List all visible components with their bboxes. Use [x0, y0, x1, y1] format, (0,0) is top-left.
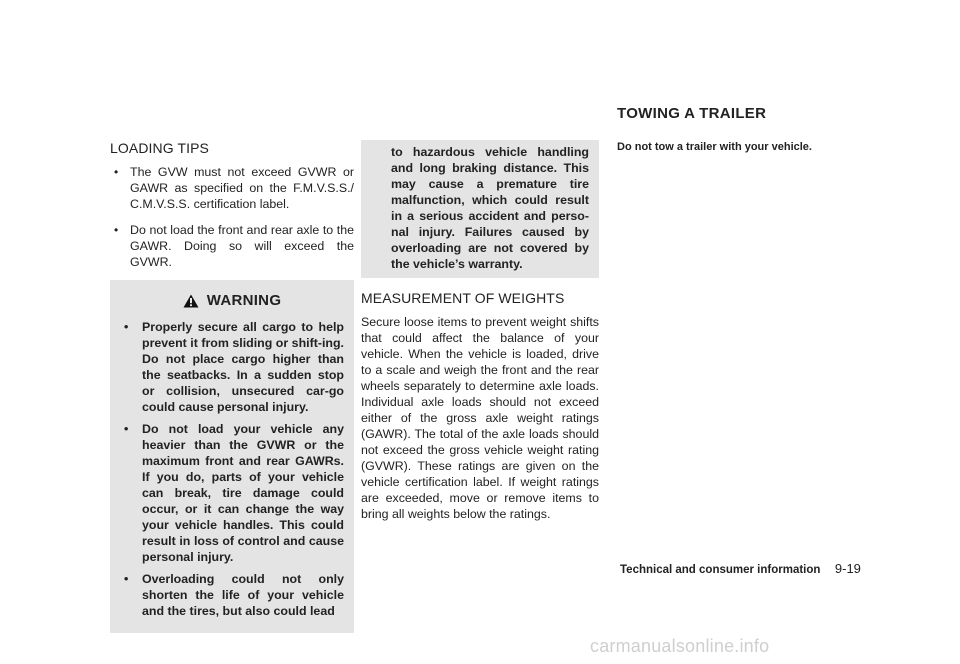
section-title-measurement: MEASUREMENT OF WEIGHTS	[361, 290, 565, 306]
column-2	[361, 140, 599, 522]
measurement-section	[361, 290, 599, 522]
measurement-paragraph: Secure loose items to prevent weight shifts that could affect the balance of your vehicle. When the vehicle is loaded, drive to a scale and weigh the front and the rear wheels separately to determine axle loads. Individual axle loads should not exceed either of the gross axle weight ratings (GAWR). The total of the axle loads should not exceed the gross vehicle weight rating (GVWR). These ratings are given on the vehicle certification label. If weight ratings are exceeded, move or remove items to bring all weights below the ratings.	[361, 315, 599, 521]
warning-label: WARNING	[206, 292, 282, 309]
section-title-loading-tips: LOADING TIPS	[110, 140, 209, 156]
column-3	[617, 140, 855, 155]
watermark: carmanualsonline.info	[590, 636, 770, 656]
warning-triangle-icon	[183, 294, 199, 308]
page-footer	[620, 560, 860, 578]
list-item: • Properly secure all cargo to help prevent it from sliding or shift-ing. Do not place cargo higher than the seatbacks. In a sudden stop or collision, unsecured car-go could cause personal injury.	[120, 319, 344, 415]
warning-list	[120, 319, 344, 619]
warning-header	[120, 292, 344, 309]
column-1	[110, 140, 354, 633]
page-number: 9-19	[834, 561, 861, 576]
footer-section-title: Technical and consumer information	[620, 564, 821, 576]
towing-text: Do not tow a trailer with your vehicle.	[617, 141, 812, 153]
list-item: • Do not load your vehicle any heavier than the GVWR or the maximum front and rear GAWRs. If you do, parts of your vehicle can break, tire damage could occur, or it can change the way your vehicle handles. This could result in loss of control and cause personal injury.	[120, 421, 344, 565]
warning-continuation: to hazardous vehicle handling and long braking distance. This may cause a premature tire malfunction, which could result in a serious accident and perso-nal injury. Failures caused by overloading are not covered by the vehicle’s warranty.	[361, 140, 599, 278]
warning-box	[110, 280, 354, 633]
list-item: • Overloading could not only shorten the life of your vehicle and the tires, but also could lead	[120, 571, 344, 619]
list-item: • Do not load the front and rear axle to the GAWR. Doing so will exceed the GVWR.	[110, 222, 354, 270]
loading-tips-list	[110, 164, 354, 270]
list-item: • The GVW must not exceed GVWR or GAWR as specified on the F.M.V.S.S./ C.M.V.S.S. certification label.	[110, 164, 354, 212]
section-heading-towing: TOWING A TRAILER	[617, 105, 767, 122]
